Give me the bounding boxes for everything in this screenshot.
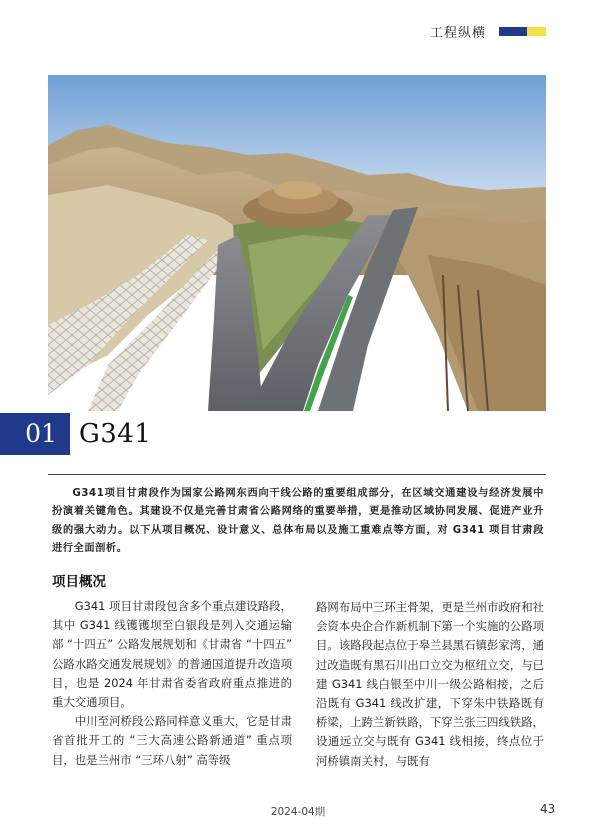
- body-column-left: [52, 597, 292, 770]
- header-accent-yellow-bar: [527, 27, 546, 36]
- body-paragraph: 中川至河桥段公路同样意义重大，它是甘肃省首批开工的 “三大高速公路新通道” 重点项目，也是兰州市 “三环八射” 高等级: [52, 714, 292, 767]
- body-column-right: [316, 598, 544, 771]
- section-divider: [48, 474, 546, 475]
- section-title: G341: [79, 419, 152, 449]
- header-accent-blue-bar: [499, 27, 527, 36]
- page-number: 43: [540, 802, 556, 816]
- header-column-name: 工程纵横: [430, 26, 487, 41]
- body-paragraph: 路网布局中三环主骨架，更是兰州市政府和社会资本央企合作新机制下第一个实施的公路项目。该路段起点位于皋兰县黑石镇彭家湾，通过改造既有黑石川出口立交为枢纽立交，与已建 G341 线白银至中川一级公路相接，之后沿既有 G341 线改扩建，下穿朱中铁路既有桥梁，上跨兰新铁路，下穿兰张三四线铁路，设通远立交与既有 G341 线相接，终点位于河桥镇南关村，与既有: [316, 600, 544, 768]
- section-number-badge: [0, 413, 70, 455]
- section-number: 01: [25, 419, 57, 448]
- issue-label: 2024-04期: [270, 806, 326, 818]
- lead-paragraph: G341项目甘肃段作为国家公路网东西向干线公路的重要组成部分，在区域交通建设与经济发展中扮演着关键角色。其建设不仅是完善甘肃省公路网络的重要举措，更是推动区域协同发展、促进产业升级的强大动力。以下从项目概况、设计意义、总体布局以及施工重难点等方面，对 G341 项目甘肃段进行全面剖析。: [52, 488, 544, 555]
- body-paragraph: G341 项目甘肃段包含多个重点建设路段，其中 G341 线镬镬坝至白银段是列入交通运输部 “十四五” 公路发展规划和《甘肃省 “十四五” 公路水路交通发展规划》的普通国道提升改造项目，也是 2024 年甘肃省委省政府重点推进的重大交通项目。: [52, 599, 292, 710]
- overview-heading: 项目概况: [52, 574, 106, 590]
- highway-aerial-photo: [48, 75, 546, 411]
